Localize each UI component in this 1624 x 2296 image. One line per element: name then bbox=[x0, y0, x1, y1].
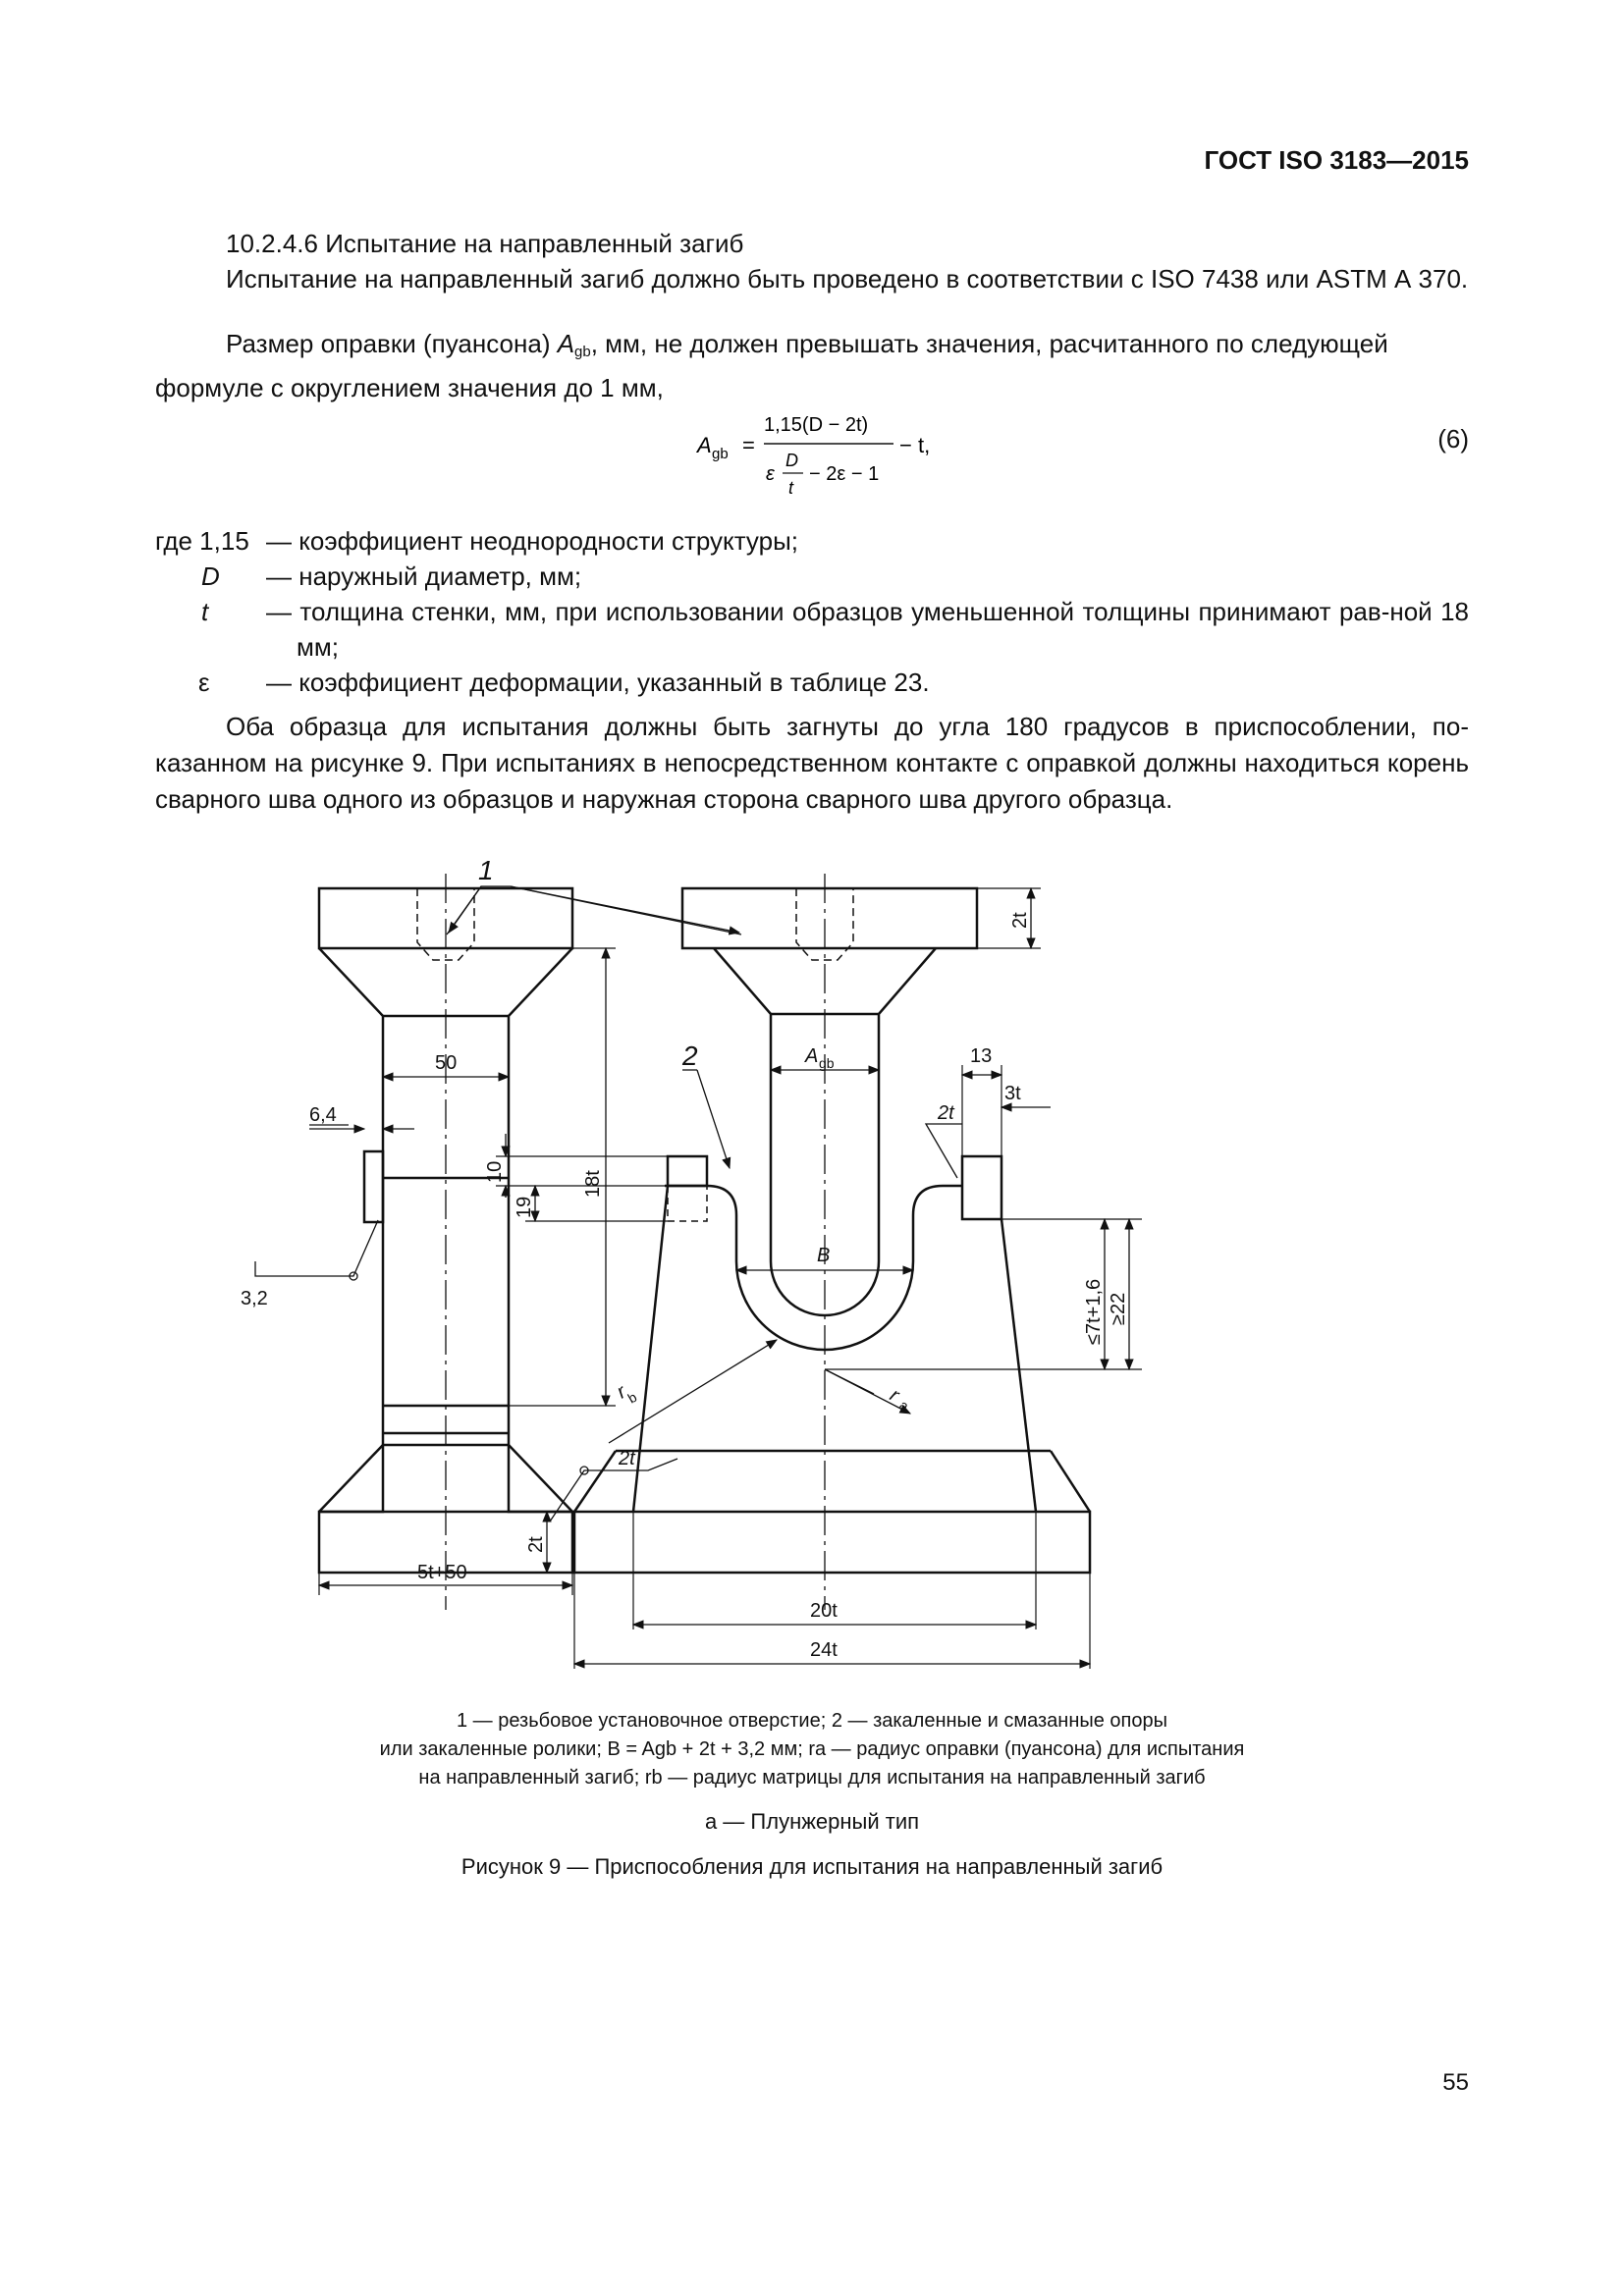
plunger-left bbox=[714, 948, 771, 1261]
dim-label-3t: 3t bbox=[1004, 1083, 1021, 1104]
formula-den-t: t bbox=[788, 478, 794, 498]
where-description: — коэффициент неоднородности структуры; bbox=[266, 526, 799, 556]
dim-label-7t: ≤7t+1,6 bbox=[1083, 1278, 1105, 1345]
right-top-plate bbox=[682, 888, 977, 948]
dim-label-2t-spec: 2t bbox=[938, 1102, 954, 1124]
dim-label-24t: 24t bbox=[810, 1639, 838, 1661]
figure-caption: Рисунок 9 — Приспособления для испытания на направленный загиб bbox=[460, 1854, 1164, 1879]
callout-label-2: 2 bbox=[682, 1041, 698, 1071]
formula-den-d: D bbox=[785, 451, 798, 470]
weld-leader-32 bbox=[255, 1220, 378, 1276]
callout-label-1: 1 bbox=[478, 855, 494, 885]
formula-equals: = bbox=[742, 433, 755, 457]
dim-label-B: B bbox=[817, 1245, 831, 1266]
dim-label-agb-sub: gb bbox=[819, 1055, 835, 1071]
die-base-fillet bbox=[1051, 1451, 1090, 1512]
figure-legend-line-3: на направленный загиб; rb — радиус матрицы для испытания на направленный загиб bbox=[418, 1767, 1206, 1789]
figure-legend-line-1: 1 — резьбовое установочное отверстие; 2 — закаленные и смазанные опоры bbox=[457, 1710, 1167, 1732]
dim-label-13: 13 bbox=[970, 1045, 993, 1067]
dim-label-rb: r bbox=[613, 1380, 630, 1404]
symbol-a: A bbox=[557, 329, 575, 358]
left-fillet-r bbox=[509, 948, 572, 1512]
dim-line-rb bbox=[609, 1340, 777, 1443]
callout-leader-1 bbox=[447, 886, 741, 934]
leader-2t-spec bbox=[926, 1124, 962, 1178]
left-support-hidden bbox=[668, 1186, 707, 1221]
dim-label-agb: A bbox=[805, 1045, 819, 1067]
left-base-fillet bbox=[319, 1445, 383, 1512]
dim-label-rb-sub: b bbox=[624, 1388, 640, 1407]
paragraph-bending-procedure: Оба образца для испытания должны быть загнуты до угла 180 градусов в приспособлении, по-казанном на рисунке 9. При испытаниях в непосредственном контакте с оправкой должны находиться корень сварного шва одного из образцов и наружная сторона сварного шва другого образца. bbox=[155, 712, 1469, 814]
text-part: , мм, не должен превышать значения, расчитанного по следующей формуле с округлением значения до 1 мм, bbox=[155, 329, 1388, 402]
formula-numerator: 1,15(D − 2t) bbox=[764, 414, 869, 436]
page-number: 55 bbox=[1442, 2069, 1469, 2096]
callout-arrow-1a bbox=[449, 886, 481, 933]
where-row-coefficient bbox=[155, 523, 1469, 559]
subscript-gb: gb bbox=[574, 344, 591, 360]
callout-leader-2 bbox=[697, 1070, 730, 1168]
where-description: — наружный диаметр, мм; bbox=[266, 561, 582, 591]
dim-label-2t-top: 2t bbox=[1009, 912, 1031, 929]
formula-lhs: A bbox=[697, 433, 712, 457]
dim-label-ra-sub: a bbox=[896, 1396, 912, 1415]
where-row-d bbox=[155, 559, 1469, 594]
formula-graphic bbox=[687, 407, 1001, 515]
text-part: Размер оправки (пуансона) bbox=[226, 329, 558, 358]
paragraph-standard-reference: Испытание на направленный загиб должно быть проведено в соответствии с ISO 7438 или ASTM А 370. bbox=[226, 264, 1469, 294]
die-left-side bbox=[633, 1186, 668, 1512]
section-heading: 10.2.4.6 Испытание на направленный загиб bbox=[226, 229, 744, 258]
dim-label-19: 19 bbox=[514, 1196, 535, 1218]
callout-arrow-1b bbox=[511, 886, 739, 933]
where-description: — коэффициент деформации, указанный в таблице 23. bbox=[266, 667, 930, 697]
right-fixture bbox=[574, 874, 1090, 1610]
left-fixture bbox=[319, 874, 572, 1610]
left-weld-tab bbox=[364, 1151, 383, 1222]
dim-label-32: 3,2 bbox=[241, 1288, 268, 1309]
where-symbol: t bbox=[201, 597, 209, 626]
figure-9-drawing bbox=[211, 844, 1340, 1693]
formula-number: (6) bbox=[1437, 424, 1469, 454]
where-row-eps bbox=[155, 665, 1469, 700]
right-support bbox=[962, 1156, 1001, 1219]
where-row-t bbox=[155, 594, 1469, 665]
dim-label-64: 6,4 bbox=[309, 1104, 337, 1126]
dim-label-ra: r bbox=[886, 1384, 903, 1407]
formula-tail: − t, bbox=[899, 433, 931, 457]
dim-label-2t-left: 2t bbox=[525, 1536, 547, 1553]
dim-label-20t: 20t bbox=[810, 1600, 838, 1622]
dim-label-18t: 18t bbox=[582, 1170, 604, 1198]
formula-6 bbox=[687, 407, 1001, 515]
die-right-side bbox=[1001, 1219, 1036, 1512]
where-symbol: D bbox=[201, 561, 220, 591]
right-base-plate bbox=[574, 1512, 1090, 1573]
plunger-right bbox=[879, 948, 936, 1261]
bend-specimen bbox=[665, 1186, 962, 1350]
formula-lhs-sub: gb bbox=[712, 446, 729, 462]
document-id-header: ГОСТ ISO 3183—2015 bbox=[1204, 145, 1469, 175]
figure-legend-line-2: или закаленные ролики; B = Agb + 2t + 3,2 мм; ra — радиус оправки (пуансона) для испытания bbox=[379, 1738, 1245, 1760]
fixture-drawing-svg bbox=[211, 844, 1340, 1688]
where-symbol: где 1,15 bbox=[155, 526, 249, 556]
formula-den-rest: − 2ε − 1 bbox=[809, 463, 880, 485]
paragraph-mandrel-size bbox=[155, 326, 1469, 406]
die-base-fillet bbox=[574, 1451, 616, 1512]
dim-label-22: ≥22 bbox=[1108, 1292, 1129, 1325]
dim-label-10: 10 bbox=[484, 1160, 506, 1183]
dim-label-5t50: 5t+50 bbox=[417, 1562, 467, 1583]
where-description: — толщина стенки, мм, при использовании образцов уменьшенной толщины принимают рав-ной 18 мм; bbox=[266, 597, 1469, 662]
dim-label-2t-weld: 2t bbox=[619, 1448, 635, 1469]
where-symbol: ε bbox=[198, 667, 210, 697]
left-support bbox=[668, 1156, 707, 1186]
dim-label-50: 50 bbox=[435, 1052, 458, 1074]
figure-subcaption: a — Плунжерный тип bbox=[704, 1809, 920, 1834]
formula-den-eps: ε bbox=[766, 463, 775, 485]
